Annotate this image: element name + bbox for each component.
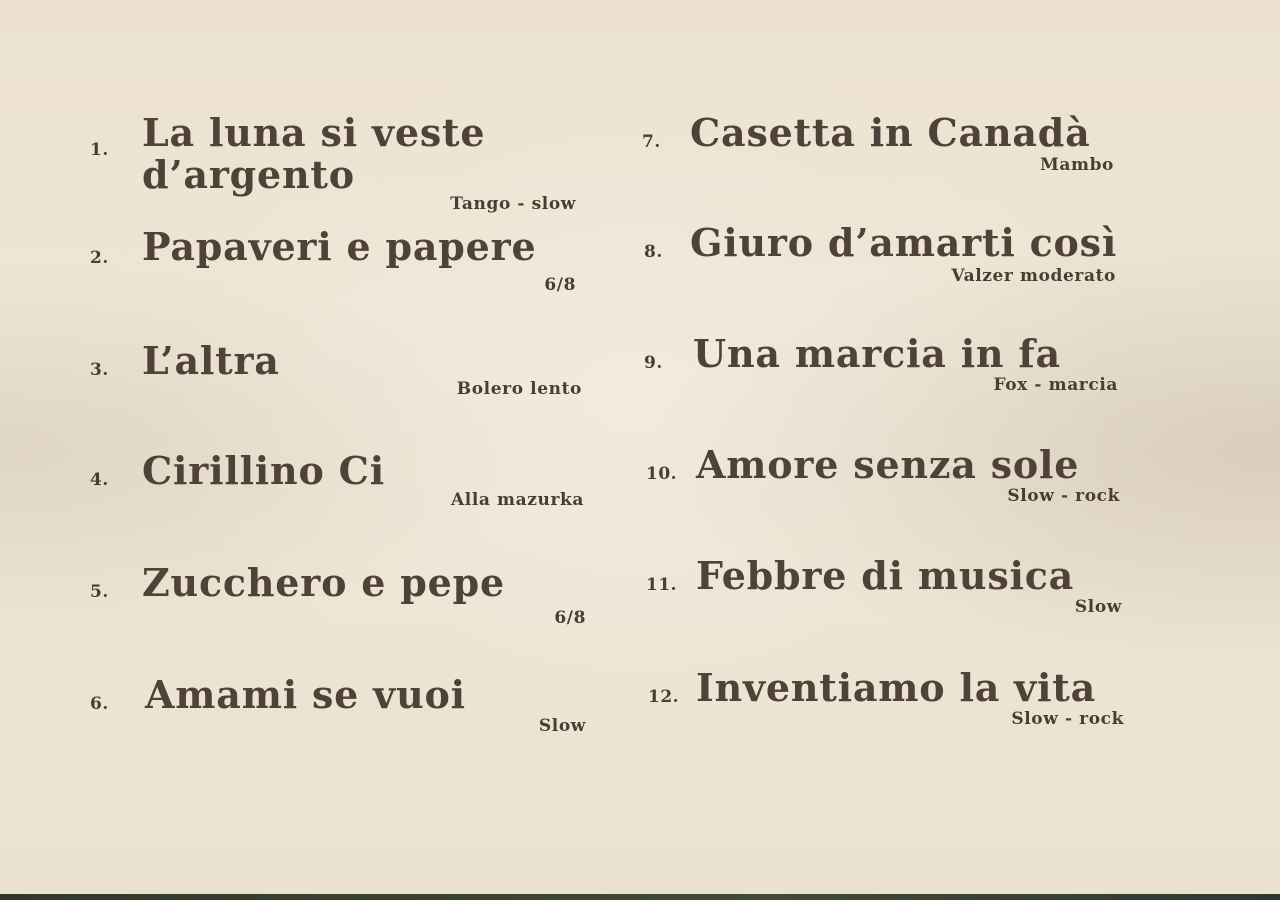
song-number: 8. [644, 242, 663, 262]
song-style: 6/8 [554, 608, 586, 628]
song-title: Inventiamo la vita [696, 665, 1097, 710]
song-title: Papaveri e papere [142, 224, 537, 269]
song-style: 6/8 [544, 275, 576, 295]
song-title: Amami se vuoi [145, 672, 466, 717]
song-number: 11. [646, 575, 678, 595]
song-number: 2. [90, 248, 109, 268]
song-title: Zucchero e pepe [142, 560, 505, 605]
song-number: 5. [90, 582, 109, 602]
song-title: Una marcia in fa [693, 331, 1061, 376]
page-bottom-edge [0, 894, 1280, 900]
song-style: Slow [538, 716, 586, 736]
song-number: 3. [90, 360, 109, 380]
song-style: Slow [1074, 597, 1122, 617]
song-number: 4. [90, 470, 109, 490]
song-style: Alla mazurka [450, 490, 584, 510]
right-song-column [638, 0, 1138, 894]
song-number: 9. [644, 353, 663, 373]
song-title: L’altra [142, 338, 280, 383]
song-style: Valzer moderato [951, 266, 1116, 286]
song-style: Mambo [1039, 155, 1114, 175]
song-style: Fox - marcia [993, 375, 1118, 395]
song-number: 12. [648, 687, 680, 707]
song-style: Slow - rock [1007, 486, 1120, 506]
song-number: 7. [642, 132, 661, 152]
song-title: Giuro d’amarti così [690, 220, 1118, 265]
left-song-column [90, 0, 590, 894]
song-style: Bolero lento [456, 379, 582, 399]
song-number: 10. [646, 464, 678, 484]
song-style: Slow - rock [1011, 709, 1124, 729]
song-style: Tango - slow [450, 194, 576, 214]
song-title: Febbre di musica [696, 553, 1075, 598]
song-title: La luna si veste d’argento [142, 110, 486, 197]
song-title: Casetta in Canadà [690, 110, 1091, 155]
song-title: Amore senza sole [696, 442, 1080, 487]
song-number: 1. [90, 140, 109, 160]
song-title: Cirillino Ci [142, 448, 385, 493]
song-number: 6. [90, 694, 109, 714]
